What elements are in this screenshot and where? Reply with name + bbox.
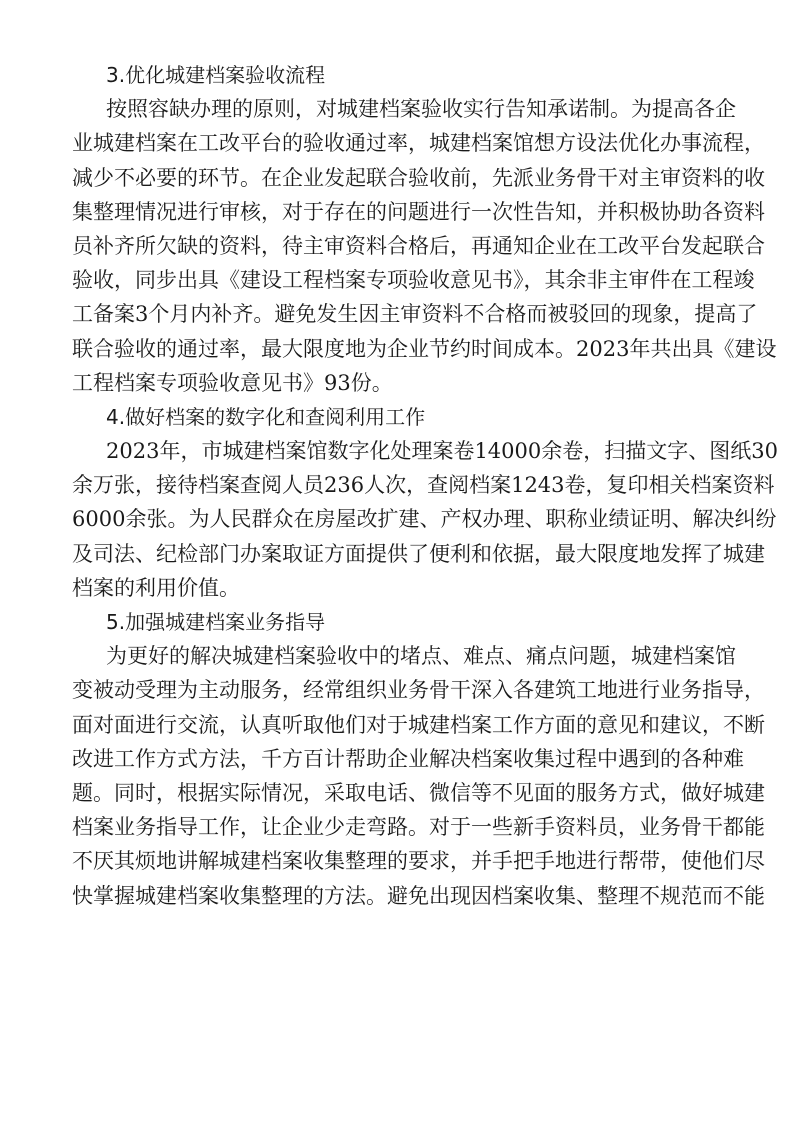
document-body [72, 58, 778, 913]
section-heading-3: 3.优化城建档案验收流程 [106, 63, 326, 87]
section-heading-4: 4.做好档案的数字化和查阅利用工作 [106, 404, 426, 429]
paragraph-line: 联合验收的通过率，最大限度地为企业节约时间成本。2023年共出具《建设 [72, 336, 777, 361]
paragraph-line: 面对面进行交流，认真听取他们对于城建档案工作方面的意见和建议，不断 [72, 712, 765, 737]
paragraph-line: 2023年，市城建档案馆数字化处理案卷14000余卷，扫描文字、图纸30 [106, 439, 778, 464]
paragraph-line: 工备案3个月内补齐。避免发生因主审资料不合格而被驳回的现象，提高了 [72, 302, 758, 327]
paragraph-line: 集整理情况进行审核，对于存在的问题进行一次性告知，并积极协助各资料 [72, 199, 765, 224]
paragraph-line: 为更好的解决城建档案验收中的堵点、难点、痛点问题，城建档案馆 [106, 644, 736, 669]
paragraph-line: 档案的利用价值。 [72, 575, 240, 600]
paragraph-line: 快掌握城建档案收集整理的方法。避免出现因档案收集、整理不规范而不能 [72, 883, 765, 908]
paragraph-line: 按照容缺办理的原则，对城建档案验收实行告知承诺制。为提高各企 [106, 97, 736, 122]
paragraph-line: 不厌其烦地讲解城建档案收集整理的要求，并手把手地进行帮带，使他们尽 [72, 849, 765, 874]
paragraph-line: 及司法、纪检部门办案取证方面提供了便利和依据，最大限度地发挥了城建 [72, 541, 765, 566]
paragraph-line: 档案业务指导工作，让企业少走弯路。对于一些新手资料员，业务骨干都能 [72, 815, 765, 840]
paragraph-line: 改进工作方式方法，千方百计帮助企业解决档案收集过程中遇到的各种难 [72, 746, 744, 771]
paragraph-line: 员补齐所欠缺的资料，待主审资料合格后，再通知企业在工改平台发起联合 [72, 233, 765, 258]
paragraph-line: 工程档案专项验收意见书》93份。 [72, 370, 393, 395]
paragraph-line: 减少不必要的环节。在企业发起联合验收前，先派业务骨干对主审资料的收 [72, 165, 765, 190]
paragraph-line: 余万张，接待档案查阅人员236人次，查阅档案1243卷，复印相关档案资料 [72, 473, 775, 498]
paragraph-line: 业城建档案在工改平台的验收通过率，城建档案馆想方设法优化办事流程， [72, 131, 765, 156]
paragraph-line: 变被动受理为主动服务，经常组织业务骨干深入各建筑工地进行业务指导， [72, 678, 765, 703]
paragraph-line: 验收，同步出具《建设工程档案专项验收意见书》，其余非主审件在工程竣 [72, 268, 755, 293]
paragraph-line: 6000余张。为人民群众在房屋改扩建、产权办理、职称业绩证明、解决纠纷 [72, 507, 777, 532]
paragraph-line: 题。同时，根据实际情况，采取电话、微信等不见面的服务方式，做好城建 [72, 780, 765, 805]
section-heading-5: 5.加强城建档案业务指导 [106, 610, 326, 634]
